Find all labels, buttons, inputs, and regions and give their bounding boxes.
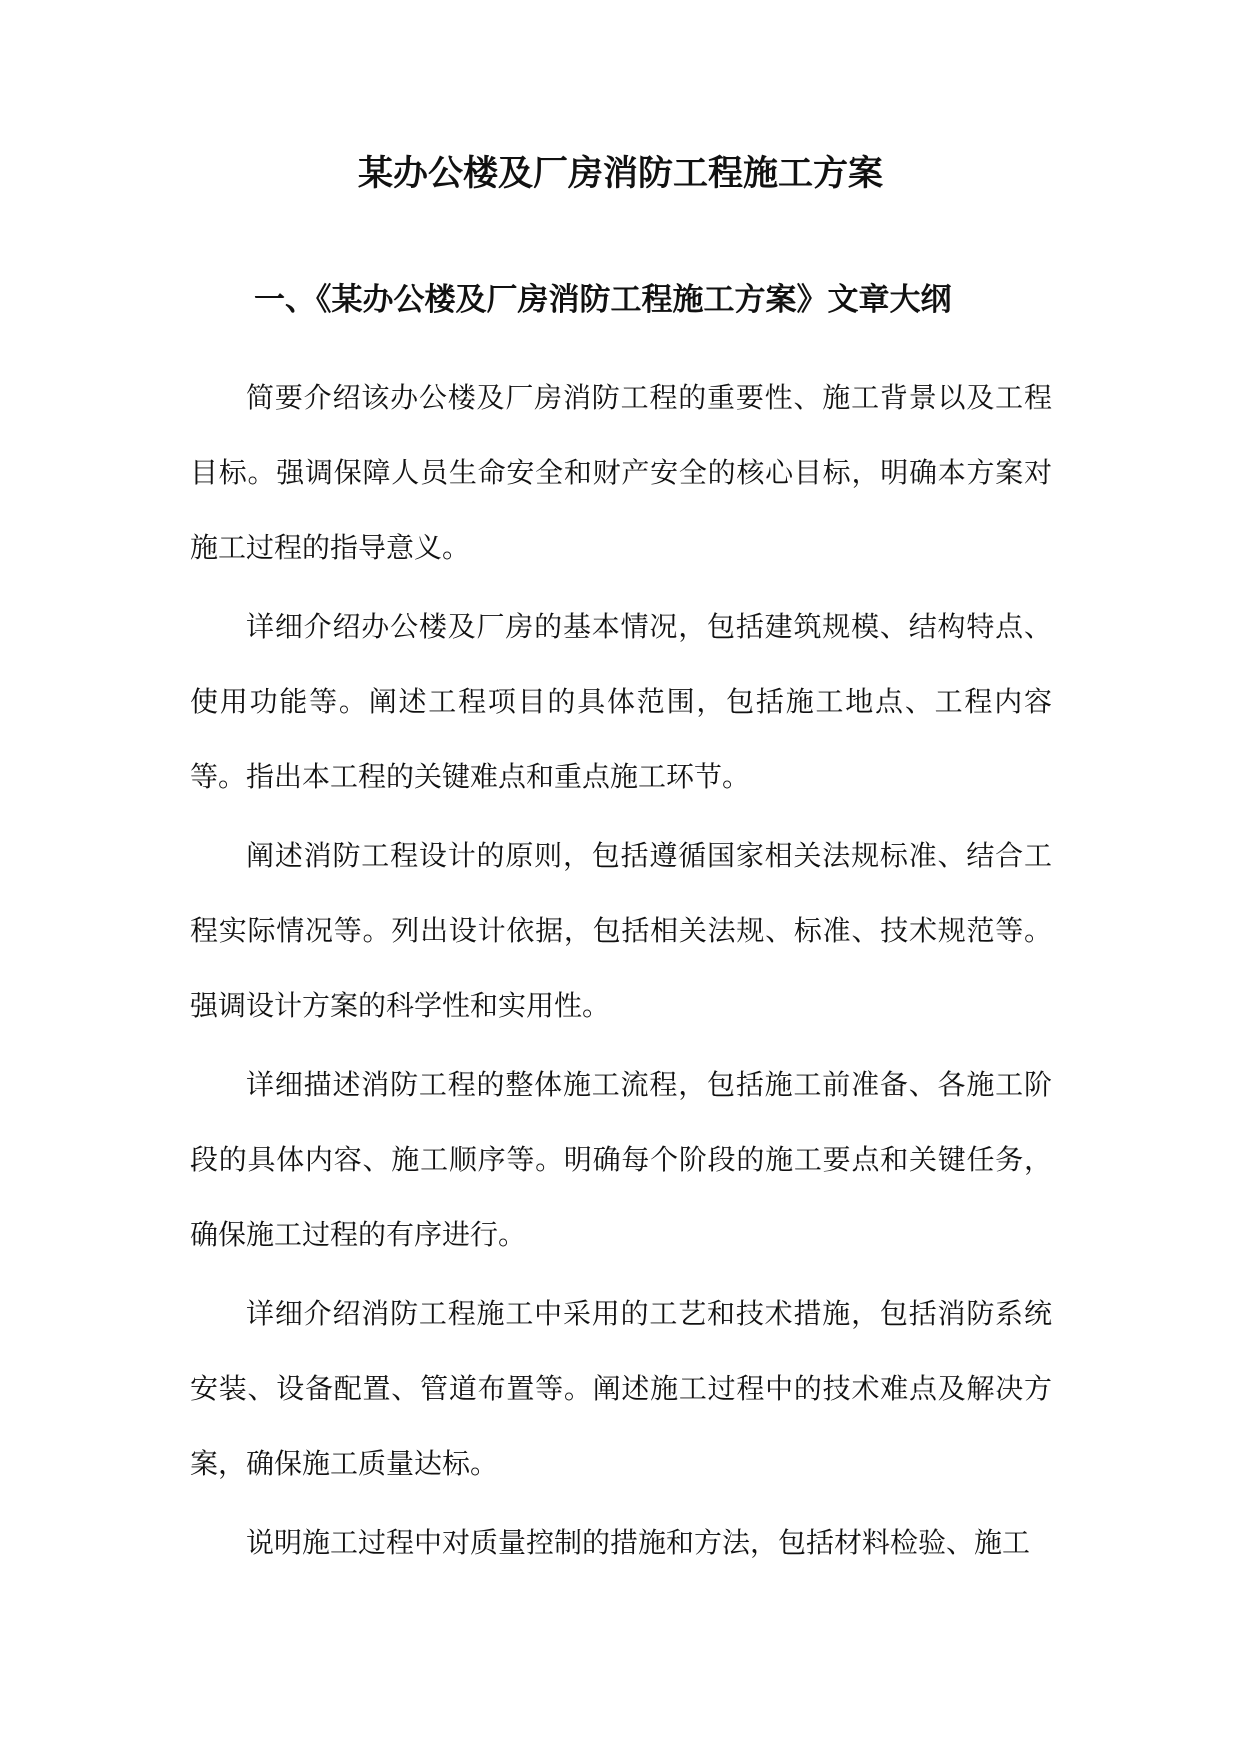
body-text [190,360,1052,1584]
paragraph-1: 简要介绍该办公楼及厂房消防工程的重要性、施工背景以及工程目标。强调保障人员生命安全和财产安全的核心目标，明确本方案对施工过程的指导意义。 [190,381,1052,564]
paragraph-2: 详细介绍办公楼及厂房的基本情况，包括建筑规模、结构特点、使用功能等。阐述工程项目的具体范围，包括施工地点、工程内容等。指出本工程的关键难点和重点施工环节。 [190,610,1052,793]
paragraph-5: 详细介绍消防工程施工中采用的工艺和技术措施，包括消防系统安装、设备配置、管道布置等。阐述施工过程中的技术难点及解决方案，确保施工质量达标。 [190,1297,1052,1480]
paragraph-3: 阐述消防工程设计的原则，包括遵循国家相关法规标准、结合工程实际情况等。列出设计依据，包括相关法规、标准、技术规范等。强调设计方案的科学性和实用性。 [190,839,1052,1022]
section-heading: 一、《某办公楼及厂房消防工程施工方案》文章大纲 [254,282,952,318]
paragraph-4: 详细描述消防工程的整体施工流程，包括施工前准备、各施工阶段的具体内容、施工顺序等。明确每个阶段的施工要点和关键任务，确保施工过程的有序进行。 [190,1068,1052,1251]
paragraph-6: 说明施工过程中对质量控制的措施和方法，包括材料检验、施工 [246,1526,1031,1559]
page-title: 某办公楼及厂房消防工程施工方案 [357,153,883,194]
